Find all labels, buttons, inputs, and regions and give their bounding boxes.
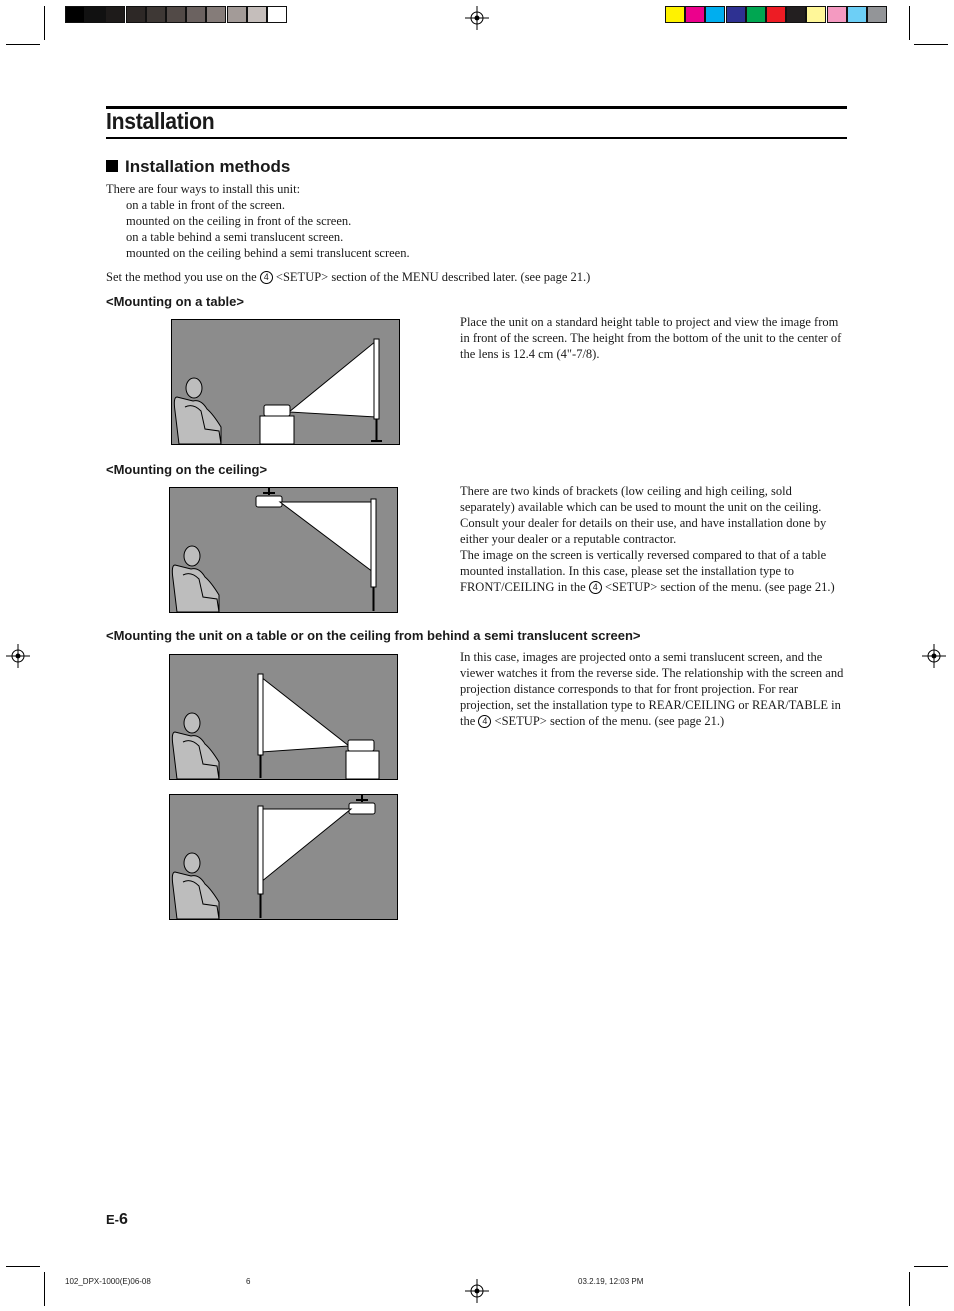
color-swatch [867, 6, 887, 23]
gray-swatch [186, 6, 206, 23]
color-swatch [705, 6, 725, 23]
color-swatch [847, 6, 867, 23]
rear-mount-text-prefix: In this case, images are projected onto a semi translucent screen, and the viewer watches it from the reverse side. The relationship with the screen and projection distance corresponds to that for front projection. For rear projection, set the installation type to REAR/CEILING or REAR/TABLE in the [460, 650, 844, 728]
color-swatch [685, 6, 705, 23]
intro-block [106, 181, 846, 285]
circled-number: 4 [260, 271, 273, 284]
gray-swatch [105, 6, 125, 23]
setup-note-prefix: Set the method you use on the [106, 270, 257, 284]
gray-swatch [146, 6, 166, 23]
gray-swatch [267, 6, 287, 23]
intro-item: mounted on the ceiling behind a semi translucent screen. [126, 246, 410, 260]
gray-swatch [85, 6, 105, 23]
gray-swatch [166, 6, 186, 23]
ceiling-mount-text-b [460, 547, 848, 595]
footer-timestamp: 03.2.19, 12:03 PM [578, 1277, 644, 1286]
gray-swatch [227, 6, 247, 23]
table-mount-text: Place the unit on a standard height table to project and view the image from in front of the screen. The height from the bottom of the unit to the center of the lens is 12.4 cm (4"-7/8). [460, 315, 842, 361]
gray-swatch [247, 6, 267, 23]
intro-lead: There are four ways to install this unit: [106, 182, 301, 196]
ceiling-mount-text [460, 483, 848, 595]
rear-mount-text-suffix: <SETUP> section of the menu. (see page 21.) [494, 714, 725, 728]
circled-number: 4 [478, 715, 491, 728]
ceiling-mount-heading: <Mounting on the ceiling> [106, 462, 268, 477]
page-number-prefix: E- [106, 1212, 119, 1227]
ceiling-mount-text-b-suffix: <SETUP> section of the menu. (see page 21.) [604, 580, 835, 594]
intro-item: on a table behind a semi translucent screen. [126, 230, 344, 244]
table-mount-diagram [171, 319, 400, 445]
rear-mount-text [460, 649, 848, 729]
color-swatch [786, 6, 806, 23]
title-rule-bottom [106, 137, 847, 139]
square-bullet-icon [106, 160, 118, 172]
setup-note [106, 269, 846, 285]
section-heading [106, 157, 290, 177]
intro-item: mounted on the ceiling in front of the screen. [126, 214, 352, 228]
circled-number: 4 [589, 581, 602, 594]
color-swatch [766, 6, 786, 23]
footer-file: 102_DPX-1000(E)06-08 [65, 1277, 151, 1286]
gray-swatch [206, 6, 226, 23]
gray-swatch [65, 6, 85, 23]
ceiling-mount-text-b-prefix: The image on the screen is vertically reversed compared to that of a table mounted installation. In this case, please set the installation type to FRONT/CEILING in the [460, 548, 827, 594]
color-swatch [726, 6, 746, 23]
color-swatch [665, 6, 685, 23]
ceiling-mount-text-a: There are two kinds of brackets (low ceiling and high ceiling, sold separately) available which can be used to mount the unit on the ceiling. Consult your dealer for details on their use, and have installation done by either your dealer or a reputable contractor. [460, 484, 827, 546]
footer-page: 6 [246, 1277, 251, 1286]
page-number [106, 1211, 128, 1229]
setup-note-suffix: <SETUP> section of the MENU described later. (see page 21.) [275, 270, 591, 284]
page-title: Installation [106, 108, 215, 134]
rear-ceiling-diagram [169, 794, 398, 920]
intro-item: on a table in front of the screen. [126, 198, 285, 212]
section-title: Installation methods [125, 157, 291, 176]
table-mount-heading: <Mounting on a table> [106, 294, 244, 309]
rear-mount-heading: <Mounting the unit on a table or on the ceiling from behind a semi translucent screen> [106, 628, 641, 643]
color-swatch [827, 6, 847, 23]
rear-table-diagram [169, 654, 398, 780]
ceiling-mount-diagram [169, 487, 398, 613]
gray-swatch [126, 6, 146, 23]
color-swatch [746, 6, 766, 23]
color-swatch [806, 6, 826, 23]
page-number-value: 6 [119, 1211, 128, 1228]
title-rule-top [106, 106, 847, 109]
